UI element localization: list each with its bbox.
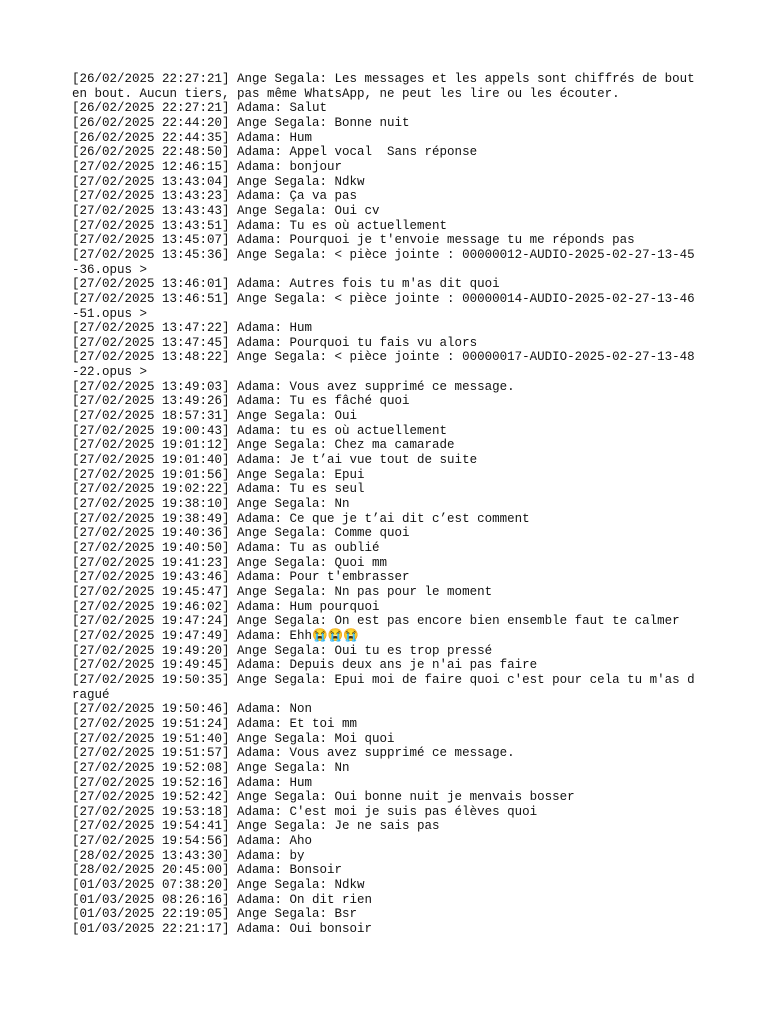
chat-message: [27/02/2025 13:45:07] Adama: Pourquoi je t'envoie message tu me réponds pas [72,233,635,248]
chat-message: [27/02/2025 13:46:01] Adama: Autres fois tu m'as dit quoi [72,277,500,292]
chat-message: [27/02/2025 19:38:49] Adama: Ce que je t’ai dit c’est comment [72,511,530,526]
chat-message: [01/03/2025 22:19:05] Ange Segala: Bsr [72,907,358,922]
chat-message: [27/02/2025 18:57:31] Ange Segala: Oui [72,409,358,424]
chat-message: [27/02/2025 12:46:15] Adama: bonjour [72,159,343,174]
chat-message: [27/02/2025 19:47:49] Adama: Ehh😭😭😭 [72,628,359,643]
chat-message: [01/03/2025 22:21:17] Adama: Oui bonsoir [72,922,373,937]
chat-message: [27/02/2025 19:01:56] Ange Segala: Epui [72,467,365,482]
chat-message: [27/02/2025 19:38:10] Ange Segala: Nn [72,497,350,512]
chat-message: [27/02/2025 19:52:08] Ange Segala: Nn [72,760,350,775]
chat-message: [26/02/2025 22:27:21] Ange Segala: Les messages et les appels sont chiffrés de bout en bout. Aucun tiers, pas même WhatsApp, ne peut les lire ou les écouter. [72,72,703,101]
chat-message: [26/02/2025 22:48:50] Adama: Appel vocal Sans réponse [72,145,478,160]
chat-message: [27/02/2025 19:53:18] Adama: C'est moi je suis pas élèves quoi [72,804,538,819]
chat-message: [27/02/2025 19:00:43] Adama: tu es où actuellement [72,423,448,438]
chat-message: [27/02/2025 13:43:43] Ange Segala: Oui cv [72,203,380,218]
chat-message: [27/02/2025 19:51:57] Adama: Vous avez supprimé ce message. [72,746,515,761]
chat-message: [27/02/2025 13:47:45] Adama: Pourquoi tu fais vu alors [72,335,478,350]
chat-message: [27/02/2025 19:50:35] Ange Segala: Epui moi de faire quoi c'est pour cela tu m'as dragué [72,672,695,702]
chat-message: [01/03/2025 07:38:20] Ange Segala: Ndkw [72,878,365,893]
chat-message: [27/02/2025 19:41:23] Ange Segala: Quoi mm [72,555,388,570]
chat-message: [27/02/2025 19:52:42] Ange Segala: Oui bonne nuit je menvais bosser [72,790,575,805]
chat-message: [27/02/2025 19:52:16] Adama: Hum [72,775,313,790]
chat-message: [27/02/2025 19:46:02] Adama: Hum pourquoi [72,599,380,614]
chat-message: [26/02/2025 22:44:35] Adama: Hum [72,130,313,145]
chat-message: [27/02/2025 19:47:24] Ange Segala: On est pas encore bien ensemble faut te calmer [72,614,680,629]
chat-message: [27/02/2025 13:43:04] Ange Segala: Ndkw [72,174,365,189]
chat-message: [27/02/2025 19:51:24] Adama: Et toi mm [72,716,358,731]
chat-message: [27/02/2025 13:43:23] Adama: Ça va pas [72,189,358,204]
chat-message: [27/02/2025 19:50:46] Adama: Non [72,702,313,717]
chat-message: [27/02/2025 13:46:51] Ange Segala: < pièce jointe : 00000014-AUDIO-2025-02-27-13-46-51.opus > [72,291,695,321]
chat-message: [27/02/2025 19:01:40] Adama: Je t’ai vue tout de suite [72,453,478,468]
chat-message: [27/02/2025 19:01:12] Ange Segala: Chez ma camarade [72,438,455,453]
chat-message: [27/02/2025 19:43:46] Adama: Pour t'embrasser [72,570,410,585]
chat-message: [27/02/2025 19:02:22] Adama: Tu es seul [72,482,365,497]
chat-message: [27/02/2025 19:54:56] Adama: Aho [72,834,313,849]
chat-message: [27/02/2025 19:49:45] Adama: Depuis deux ans je n'ai pas faire [72,658,538,673]
chat-message: [27/02/2025 19:51:40] Ange Segala: Moi quoi [72,731,395,746]
chat-message: [27/02/2025 13:47:22] Adama: Hum [72,321,313,336]
chat-message: [27/02/2025 19:40:36] Ange Segala: Comme quoi [72,526,410,541]
chat-message: [27/02/2025 13:48:22] Ange Segala: < pièce jointe : 00000017-AUDIO-2025-02-27-13-48-22.opus > [72,350,695,380]
chat-message: [28/02/2025 20:45:00] Adama: Bonsoir [72,863,343,878]
chat-log [72,72,702,937]
chat-message: [26/02/2025 22:27:21] Adama: Salut [72,101,328,116]
chat-message: [27/02/2025 13:49:26] Adama: Tu es fâché quoi [72,394,410,409]
chat-message: [27/02/2025 19:45:47] Ange Segala: Nn pas pour le moment [72,584,493,599]
chat-message: [28/02/2025 13:43:30] Adama: by [72,848,305,863]
chat-message: [27/02/2025 13:49:03] Adama: Vous avez supprimé ce message. [72,379,515,394]
chat-message: [27/02/2025 13:45:36] Ange Segala: < pièce jointe : 00000012-AUDIO-2025-02-27-13-45-36.opus > [72,247,695,277]
chat-message: [27/02/2025 19:49:20] Ange Segala: Oui tu es trop pressé [72,643,493,658]
chat-message: [27/02/2025 13:43:51] Adama: Tu es où actuellement [72,218,448,233]
chat-message: [26/02/2025 22:44:20] Ange Segala: Bonne nuit [72,115,410,130]
chat-message: [27/02/2025 19:40:50] Adama: Tu as oublié [72,541,380,555]
chat-message: [27/02/2025 19:54:41] Ange Segala: Je ne sais pas [72,819,440,834]
chat-message: [01/03/2025 08:26:16] Adama: On dit rien [72,892,373,907]
